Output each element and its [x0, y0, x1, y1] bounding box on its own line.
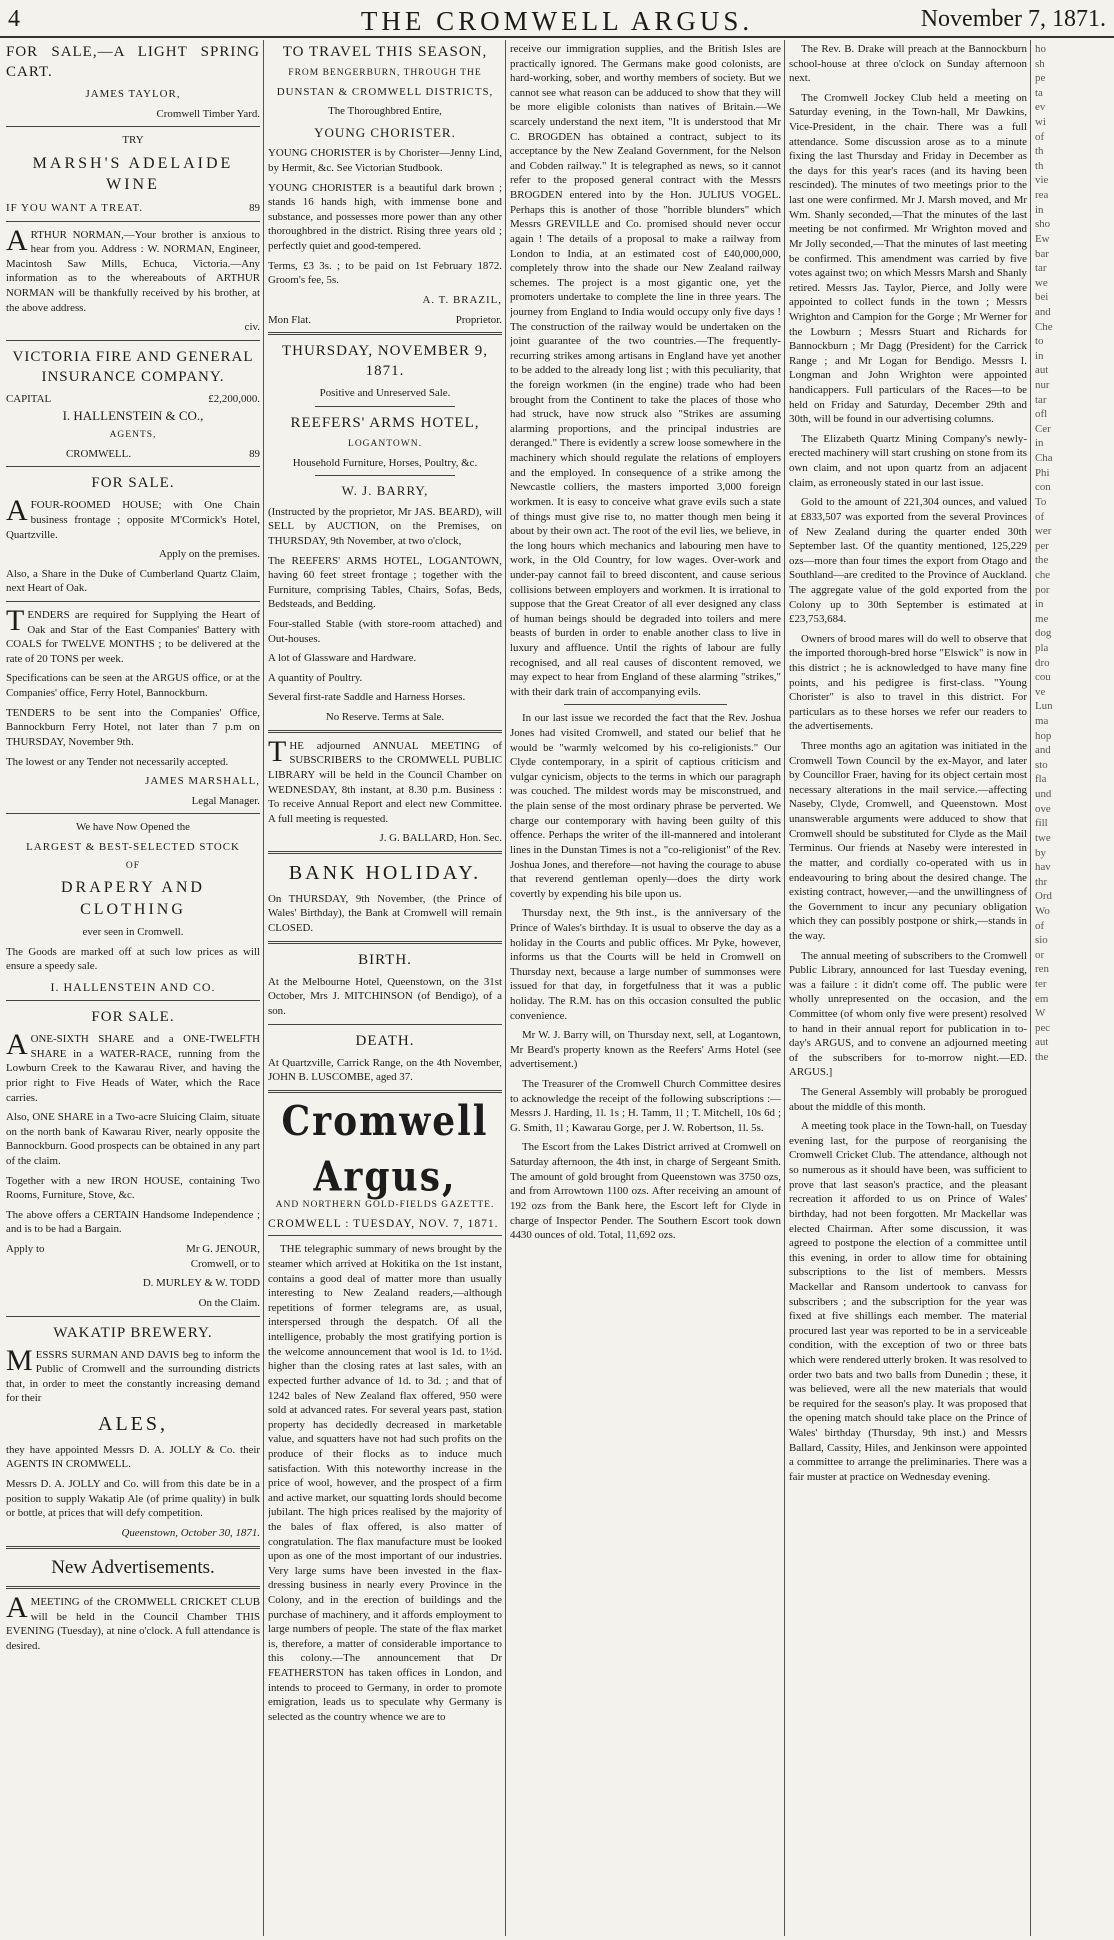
fragment-line: ta: [1035, 86, 1043, 99]
ad-title: VICTORIA FIRE AND GENERAL INSURANCE COMPANY.: [12, 348, 254, 385]
ad-heading: FOR SALE.: [91, 475, 175, 492]
newspaper-title: THE CROMWELL ARGUS.: [360, 6, 754, 36]
ad-text: Several first-rate Saddle and Harness Horses.: [268, 691, 466, 704]
fragment-line: in: [1035, 437, 1044, 450]
ad-text: they have appointed Messrs D. A. JOLLY & Co. their AGENTS IN CROMWELL.: [6, 1443, 260, 1471]
fragment-line: Lun: [1035, 700, 1053, 713]
fragment-line: ho: [1035, 43, 1046, 55]
ad-spring-cart: [6, 42, 260, 121]
local-paragraph: Thursday next, the 9th inst., is the anniversary of the Prince of Wales's birthday. It is usual to observe the day as a holiday in the Courts and public offices. Mr Pyke, however, informs us that the Courts will be held in Cromwell on Thursday next, because a large number of summonses were issued for that day, in forgetfulness that it was a public holiday. The R.M. has on this occasion consulted the public convenience.: [510, 907, 781, 1022]
local-paragraph: The Elizabeth Quartz Mining Company's newly-erected machinery will start crushing on stone from its own claim, and not upon quartz from an adjacent claim, as erroneously stated in our last issue.: [789, 432, 1027, 489]
ad-text: Messrs D. A. JOLLY and Co. will from this date be in a position to supply Wakatip Ale (of prime quality) in bulk or bottle, at prices that will defy competition.: [6, 1478, 260, 1520]
ad-apply-label: Apply to: [6, 1243, 45, 1256]
fragment-line: twe: [1035, 831, 1051, 844]
local-paragraph: The annual meeting of subscribers to the Cromwell Public Library, announced for last Tuesday evening, was a failure : it didn't come off. The public were wholly unrepresented on the occasion, and the Committee (of whom only five were present) resolved to hand in their annual report for publication in to-day's ARGUS, and to convene an adjourned meeting of the subscribers for to-morrow night.—ED. ARGUS.]: [789, 949, 1027, 1079]
fragment-line: em: [1035, 992, 1049, 1005]
fragment-line: bar: [1035, 247, 1049, 260]
ad-text: Specifications can be seen at the ARGUS office, or at the Companies' office, Ferry Hotel, Bannockburn.: [6, 672, 260, 700]
ad-heading: FOR SALE.: [91, 1009, 175, 1026]
ad-place: LOGANTOWN.: [348, 439, 422, 450]
ad-text: A lot of Glassware and Hardware.: [268, 652, 417, 665]
ad-signer: J. G. BALLARD, Hon. Sec.: [379, 832, 502, 845]
ad-place: CROMWELL.: [66, 447, 132, 460]
local-paragraph: A meeting took place in the Town-hall, on Tuesday evening last, for the purpose of reorganising the Cromwell Cricket Club. The attendance, although not so numerous as it should have been, was sufficient to prove that last season's practice, and the pleasant recreation it afforded to us on Prince of Wales' birthday, had not been forgotten. Mr Mackellar was elected Chairman. After some discussion, it was agreed to postpone the election of a committee until this evening, in order to allow time for obtaining subscriptions to the list of members. Messrs Mackellar and Ransom undertook to canvass for subscribers ; and the subscription for the year was fixed at five shillings each member. The material procured last year was reported to be in a serviceable condition, with the exception of two or three bats which were rendered utterly broken. It was resolved to order two bats and two balls from Dunedin ; these, it was believed, were all the new materials that would be required for the season's play. It was proposed that the opening match should take place on the Prince of Wales' birthday (Thursday, 9th inst.) and Messrs Ballard, Cassity, Hiles, and Jenkinson were appointed a committee to arrange the preliminaries. There was a fair muster at practice on Wednesday evening.: [789, 1120, 1027, 1483]
ad-text: YOUNG CHORISTER is a beautiful dark brown ; stands 16 hands high, with immense bone and substance, and possesses more power than any other thoroughbred in the district. Rising three years old ; perfectly quiet and good-tempered.: [268, 181, 502, 253]
ad-signer: A. T. BRAZIL,: [422, 293, 502, 306]
ad-text: The REEFERS' ARMS HOTEL, LOGANTOWN, having 60 feet street frontage ; together with the Furniture, comprising Tables, Chairs, Sofas, Beds, Bedsteads, and Bedding.: [268, 554, 502, 611]
ad-text: On THURSDAY, 9th November, (the Prince of Wales' Birthday), the Bank at Cromwell will remain CLOSED.: [268, 892, 502, 934]
fragment-line: wi: [1035, 116, 1046, 129]
new-advertisements-heading: New Advertisements.: [51, 1556, 215, 1578]
fragment-line: ve: [1035, 685, 1046, 698]
ad-wine-title: MARSH'S ADELAIDE WINE: [32, 155, 234, 194]
ad-text: The lowest or any Tender not necessarily accepted.: [6, 755, 229, 768]
editorial-article: [268, 1242, 502, 1724]
masthead: [0, 0, 1114, 38]
column-rule: [1030, 40, 1031, 1936]
fragment-line: rea: [1035, 189, 1049, 202]
ad-text: AFOUR-ROOMED HOUSE; with One Chain business frontage ; opposite M'Cormick's Hotel, Quartzville.: [6, 494, 260, 541]
ad-signer: I. HALLENSTEIN AND CO.: [50, 980, 216, 994]
ad-headline: FOR SALE,—A LIGHT SPRING CART.: [6, 44, 260, 81]
fragment-line: ofl: [1035, 408, 1048, 421]
ad-wakatip-brewery: [6, 1323, 260, 1541]
local-paragraph: The Rev. B. Drake will preach at the Bannockburn school-house at three o'clock on Sunday afternoon next.: [789, 43, 1027, 85]
local-paragraph: The Treasurer of the Cromwell Church Committee desires to acknowledge the receipt of the following subscriptions :—Messrs J. Harding, 1l. 1s ; H. Tamm, 1l ; T. Mitchell, 10s 6d ; G. Smith, 1l ; Kawarau Gorge, per J. W. Robertson, 1l. 5s.: [510, 1078, 781, 1134]
ad-victoria-insurance: [6, 347, 260, 462]
fragment-line: Wo: [1035, 904, 1050, 917]
ad-sub: Positive and Unreserved Sale.: [319, 387, 451, 400]
fragment-line: pla: [1035, 641, 1049, 654]
fragment-line: the: [1035, 554, 1049, 567]
fragment-line: cou: [1035, 671, 1051, 684]
fragment-line: Cha: [1035, 452, 1053, 465]
fragment-line: ter: [1035, 978, 1047, 990]
ad-wine-subtitle: IF YOU WANT A TREAT.: [6, 201, 144, 214]
local-paragraph: Three months ago an agitation was initiated in the Cromwell Town Council by the ex-Mayor, and later by Councillor Fraer, having for its object certain most necessary alterations in the mail service.—affecting Naseby, Clyde, Cromwell, and Queenstown. Most unanswerable arguments were adduced to show that Cromwell should be substituted for Clyde as the Mail Terminus. Our friends at Naseby were interested in the matter, and cordially co-operated with us in endeavouring to bring about the desired change. The existing contract, however,—and the unwillingness of the Government to incur any pecuniary obligation which they can possibly postpone or shirk,—stands in the way.: [789, 740, 1027, 942]
notice-heading: DEATH.: [355, 1032, 415, 1049]
ad-title: THURSDAY, NOVEMBER 9, 1871.: [281, 343, 489, 380]
column-rule: [784, 40, 785, 1936]
ad-text: THE adjourned ANNUAL MEETING of SUBSCRIBERS to the CROMWELL PUBLIC LIBRARY will be held in the Council Chamber on WEDNESDAY, 8th instant, at 8.30 p.m. Business : To receive Annual Report and elect new Committee. A full meeting is requested.: [268, 734, 502, 825]
ad-agents-label: AGENTS,: [109, 429, 157, 440]
fragment-line: por: [1035, 583, 1050, 596]
ad-ref: 89: [249, 201, 260, 214]
ad-text: A quantity of Poultry.: [268, 671, 363, 684]
fragment-line: per: [1035, 539, 1049, 552]
notice-text: At the Melbourne Hotel, Queenstown, on the 31st October, Mrs J. MITCHINSON (of Bendigo), of a son.: [268, 975, 502, 1017]
ad-apply-place: Cromwell, or to: [190, 1257, 260, 1270]
fragment-line: aut: [1035, 1036, 1049, 1049]
local-paragraph: Gold to the amount of 221,304 ounces, and valued at £833,507 was exported from the several Provinces of New Zealand during the quarter ended 30th September last. Of the quantity mentioned, 125,229 ozs—more than four times the export from Otago and Southland—are credited to the Province of Auckland. The aggregate value of the gold exported from the Colony up to 30th September is estimated at £23,753,684.: [789, 496, 1027, 626]
local-paragraph: Owners of brood mares will do well to observe that the imported thorough-bred horse "Elswick" is now in this district ; he is acknowledged to have many fine points, and his pedigree is first-class. "Young Chorister" is also to travel in this district. For particulars as to these horses we refer our readers to the advertisements.: [789, 632, 1027, 733]
fragment-line: hop: [1035, 729, 1052, 742]
page-number: 4: [8, 6, 20, 32]
fragment-line: pe: [1035, 72, 1046, 85]
ad-seller: JAMES TAYLOR,: [85, 88, 181, 101]
fragment-line: Cer: [1035, 422, 1051, 435]
fragment-line: in: [1035, 598, 1044, 611]
fragment-line: or: [1035, 948, 1045, 961]
fragment-line: of: [1035, 919, 1045, 932]
fragment-line: sio: [1035, 934, 1048, 947]
fragment-line: fill: [1035, 817, 1048, 830]
column-3: [510, 42, 781, 1934]
ad-apply: Apply on the premises.: [158, 548, 260, 561]
fragment-line: and: [1035, 305, 1051, 318]
local-paragraph: Mr W. J. Barry will, on Thursday next, sell, at Logantown, Mr Beard's property known as the Reefers' Arms Hotel (see advertisement.): [510, 1029, 781, 1071]
fragment-line: sh: [1035, 57, 1045, 70]
column-rule: [263, 40, 264, 1936]
ad-apply-name: Mr G. JENOUR,: [186, 1243, 260, 1256]
fragment-line: To: [1035, 495, 1047, 508]
ad-ref: 89: [249, 447, 260, 460]
ad-title: REEFERS' ARMS HOTEL,: [290, 414, 480, 431]
column-rule: [505, 40, 506, 1936]
fragment-line: sto: [1035, 758, 1048, 771]
ad-text: ever seen in Cromwell.: [82, 926, 184, 939]
fragment-line: vie: [1035, 174, 1049, 187]
ad-dateline: Queenstown, October 30, 1871.: [121, 1526, 260, 1539]
ad-place: Mon Flat.: [268, 313, 311, 326]
fragment-line: and: [1035, 744, 1051, 757]
column-4: [789, 42, 1027, 1934]
fragment-line: pec: [1035, 1021, 1051, 1034]
fragment-line: ren: [1035, 963, 1049, 976]
fragment-line: sho: [1035, 218, 1051, 231]
column-1: [6, 42, 260, 1934]
ad-text: AONE-SIXTH SHARE and a ONE-TWELFTH SHARE in a WATER-RACE, running from the Lowburn Creek to the Kawarau River, and having the prior right to Five Heads of Water, which the Race carries.: [6, 1028, 260, 1104]
ad-title: TO TRAVEL THIS SEASON,: [282, 44, 488, 60]
fragment-line: th: [1035, 159, 1044, 172]
ad-arthur-norman: [6, 223, 260, 335]
fragment-line: me: [1035, 612, 1049, 625]
article-paragraph: receive our immigration supplies, and the British Isles are practically ignored. The Germans make good colonists, are hard-working, sober, and worthy members of society. But we cannot see what reason can be adduced to show that they will be more eligible colonists than natives of Britain.—We scarcely understand the next item, "It is understood that Mr C. BROGDEN has obtained a contract, subject to its acceptance by the New Zealand Government, for the Nelson and Cobden railway." It is telegraphed as news, so it cannot refer to the proposed general contract with the Messrs BROGDEN entered into by the Hon. JULIUS VOGEL. Perhaps this is another of those "horrible blunders" which Messrs GREVILLE and Co. promised should never occur again ! The details of a proposal to make a railway from London to India, at an estimated cost of £40,000,000, completely throw into the shade our New Zealand railway schemes. The project is a most gigantic one, yet the promoters undertake to complete the line in three years. The journey from England to India would occupy only five days ! The construction of the railway would be undertaken on the joint guarantee of the two countries.—The frequently-recurring strikes among artisans in England have yet another to be added to the already long list ; with this peculiarity, that the foreign workmen (in the engine) trade who had been brought from the Continent to take the places of those who had struck, have now struck also "Strikes are assuming alarming proportions, and the principal industries are deranged." There is evidently a screw loose somewhere in the machinery which should regulate the relations of employers and the employed. In consequence of a strike among the Newcastle colliers, the masters imported 3,000 foreign workmen. It is easy to conceive what grave evils such a state of things must give rise to, no matter though men being it about by their own act. The root of the evil lies, we believe, in the long hours which mechanics and labouring men have to work, in the Old Country, for low wages. Over-work and under-pay cannot fail to breed discontent, and cause serious collisions between employers and workmen. It is irrational to suppose that the Great Creator of all ever designed any class of human beings should be degraded into toilers and mere beasts of burden in order to enable another class to live in luxury and affluence. Until the rights of labour are fully recognised, and all real causes of discontent removed, we may expect to hear from England of these alarming "strikes," with their dark train of accompanying evils.: [510, 43, 781, 698]
notice-text: At Quartzville, Carrick Range, on the 4th November, JOHN B. LUSCOMBE, aged 37.: [268, 1056, 502, 1084]
local-paragraph: In our last issue we recorded the fact that the Rev. Joshua Jones had visited Cromwell, and stated our belief that he would be "warmly welcomed by his co-religionists." Our Clyde contemporary, in a spirit of captious criticism and vulgar cynicism, objects to the terms in which our paragraph was couched. The mildest words may be misconstrued, and the plain sense of the most ordinary phrase be perverted. We charge our contemporary with having been guilty of this offence. Perhaps the writer of the ill-mannered and intolerant lines in the Dunstan Times is not a "co-religionist" of the Rev. Joshua Jones, and therefore—not having the courage to abuse that reverend gentleman openly—does the dirty work covertly by expending his bile upon us.: [510, 712, 781, 900]
ad-water-race: [6, 1007, 260, 1310]
ad-text: (Instructed by the proprietor, Mr JAS. BEARD), will SELL by AUCTION, on the Premises, on THURSDAY, 9th November, at two o'clock,: [268, 505, 502, 547]
notice-heading: BIRTH.: [358, 951, 412, 968]
ad-text: OF: [125, 860, 141, 871]
ad-text: Also, ONE SHARE in a Two-acre Sluicing Claim, situate on the north bank of Kawarau River, nearly opposite the Bannockburn. Good prospects can be obtained in any part of the claim.: [6, 1111, 260, 1168]
ad-text: MESSRS SURMAN AND DAVIS beg to inform the Public of Cromwell and the surrounding districts that, in order to meet the constantly increasing demand for their: [6, 1343, 260, 1405]
ad-tenders: [6, 604, 260, 808]
ad-text: The above offers a CERTAIN Handsome Independence ; and is to be had a Bargain.: [6, 1208, 260, 1236]
ad-reefers-auction: [268, 341, 502, 725]
ad-text: TENDERS are required for Supplying the Heart of Oak and Star of the East Companies' Battery with COALS for TWELVE MONTHS ; to be delivered at the rate of 20 TONS per week.: [6, 604, 260, 665]
fragment-line: Phi: [1035, 466, 1050, 479]
ad-ales: ALES,: [98, 1413, 168, 1436]
fragment-line: fla: [1035, 773, 1047, 786]
ad-house-for-sale: [6, 473, 260, 596]
fragment-line: th: [1035, 145, 1044, 158]
fragment-line: to: [1035, 335, 1044, 348]
ad-text: Together with a new IRON HOUSE, containing Two Rooms, Furniture, Stove, &c.: [6, 1174, 260, 1202]
fragment-line: by: [1035, 846, 1046, 859]
capital-value: £2,200,000.: [208, 392, 260, 405]
fragment-line: tar: [1035, 393, 1047, 406]
ad-title: DRAPERY AND CLOTHING: [61, 879, 205, 918]
ad-address: Cromwell Timber Yard.: [156, 107, 260, 120]
fragment-line: hav: [1035, 861, 1051, 874]
ad-text: TENDERS to be sent into the Companies' Office, Bannockburn Ferry Hotel, not later than 7 p.m on THURSDAY, November 9th.: [6, 706, 260, 748]
ad-sub: DUNSTAN & CROMWELL DISTRICTS,: [276, 85, 494, 98]
fragment-line: ove: [1035, 802, 1051, 815]
fragment-line: we: [1035, 276, 1048, 289]
ad-drapery: [6, 820, 260, 995]
ad-text: Four-stalled Stable (with store-room attached) and Out-houses.: [268, 618, 502, 645]
fragment-line: con: [1035, 481, 1051, 494]
fragment-line: und: [1035, 788, 1052, 801]
fragment-line: of: [1035, 130, 1045, 143]
fragment-line: the: [1035, 1051, 1049, 1064]
ad-text: The Goods are marked off at such low prices as will ensure a speedy sale.: [6, 945, 260, 973]
fragment-line: dro: [1035, 656, 1050, 669]
ad-library-meeting: [268, 734, 502, 846]
ad-also: Also, a Share in the Duke of Cumberland Quartz Claim, next Heart of Oak.: [6, 567, 260, 595]
column-5-fragment: [1035, 42, 1110, 1934]
column-2: [268, 42, 502, 1934]
capital-label: CAPITAL: [6, 392, 52, 405]
ad-sub: The Thoroughbred Entire,: [328, 105, 442, 118]
fragment-line: ma: [1035, 715, 1049, 728]
fragment-line: aut: [1035, 364, 1049, 377]
fragment-line: Ew: [1035, 232, 1050, 245]
ad-agent: I. HALLENSTEIN & CO.,: [62, 407, 204, 423]
horse-name: YOUNG CHORISTER.: [314, 125, 456, 141]
ad-text: We have Now Opened the: [75, 821, 191, 834]
fragment-line: W: [1035, 1007, 1046, 1020]
fragment-line: ev: [1035, 101, 1046, 114]
fragment-line: nur: [1035, 379, 1050, 392]
ad-cricket-meeting: AMEETING of the CROMWELL CRICKET CLUB will be held in the Council Chamber THIS EVENING (Tuesday), at nine o'clock. A full attendance is desired.: [6, 1590, 260, 1652]
fragment-line: che: [1035, 568, 1051, 581]
fragment-line: dog: [1035, 627, 1052, 640]
ad-signer: JAMES MARSHALL,: [145, 775, 260, 788]
fragment-line: in: [1035, 349, 1044, 362]
ad-ref: civ.: [244, 321, 260, 334]
fragment-line: Che: [1035, 320, 1053, 333]
fragment-line: tar: [1035, 262, 1047, 275]
paper-subtitle: AND NORTHERN GOLD-FIELDS GAZETTE.: [275, 1200, 495, 1211]
ad-text: Terms, £3 3s. ; to be paid on 1st February 1872. Groom's fee, 5s.: [268, 259, 502, 287]
ad-signer-title: Legal Manager.: [191, 794, 260, 807]
local-paragraph: The Escort from the Lakes District arrived at Cromwell on Saturday afternoon, the 4th inst, in charge of Sergeant Smith. The amount of gold brought from Queenstown was 3750 ozs, and from Arrowtown 1100 ozs. After receiving an amount of 192 ozs from the Bank here, the Escort left for Clyde in charge of Inspector Pender. The Southern Escort took down 4430 ounces of old. Total, 11,692 ozs.: [510, 1141, 781, 1242]
ad-items: Household Furniture, Horses, Poultry, &c.: [292, 456, 478, 469]
ad-text: YOUNG CHORISTER is by Chorister—Jenny Lind, by Hermit, &c. See Victorian Studbook.: [268, 147, 502, 175]
fragment-line: of: [1035, 510, 1045, 523]
ad-try: TRY: [122, 134, 144, 147]
ad-terms: No Reserve. Terms at Sale.: [325, 711, 445, 724]
fragment-line: bei: [1035, 291, 1049, 304]
local-paragraph: The Cromwell Jockey Club held a meeting on Saturday evening, in the Town-hall, Mr Dawkins, Vice-President, in the chair. There was a full attendance. Some discussion arose as to a minute fixing the last Thursday and Friday in December as the days for this year's races (and its having been rescinded). The minutes of two meetings prior to the last one were confirmed. Mr J. Marsh moved, and Mr Wm. Shanly seconded,—That the minutes of the last meeting be not confirmed. Mr Wrighton moved and Mr Jolly seconded,—That the minutes of last meeting be confirmed. This amendment was carried by five votes against two; on which Messrs Marsh and Shanly retired. Messrs Jas. Taylor, Pierce, and Jolly were appointed to collect funds in the town ; Messrs Wrighton and Campion for the Gorge ; Mr Werner for the Lowburn ; Messrs Stuart and Richards for Bannockburn ; Mr Dagg (President) for the Carrick Range ; and Mr Logan for Bendigo. Messrs I. Longman and John Wrighton were appointed handicappers. Full particulars of the Races—to be held on Friday and Saturday, December 29th and 30th, will be found in our advertising columns.: [789, 91, 1027, 426]
ad-young-chorister: [268, 42, 502, 327]
ad-heading: WAKATIP BREWERY.: [53, 1324, 213, 1341]
ad-title: BANK HOLIDAY.: [288, 861, 482, 884]
ad-sub: FROM BENGERBURN, THROUGH THE: [288, 68, 482, 79]
birth-notice: [268, 950, 502, 1019]
ad-auctioneer: W. J. BARRY,: [341, 483, 429, 499]
issue-date: November 7, 1871.: [920, 6, 1106, 32]
ad-wine: [6, 133, 260, 215]
ad-apply-name: D. MURLEY & W. TODD: [142, 1277, 260, 1290]
fragment-line: thr: [1035, 875, 1048, 888]
ad-text: ARTHUR NORMAN,—Your brother is anxious to hear from you. Address : W. NORMAN, Engineer, Macintosh Saw Mills, Echuca, Victoria.—Any information as to the whereabouts of ARTHUR NORMAN will be thankfully received by his brother, at the above address.: [6, 223, 260, 314]
fragment-line: wer: [1035, 525, 1052, 538]
ad-bank-holiday: [268, 860, 502, 936]
fragment-line: Ord: [1035, 890, 1052, 903]
death-notice: [268, 1031, 502, 1085]
local-paragraph: The General Assembly will probably be prorogued about the middle of this month.: [789, 1086, 1027, 1113]
article-paragraph: THE telegraphic summary of news brought by the steamer which arrived at Hokitika on the 1st instant, contains a good deal of matter more than usually interesting to New Zealand readers,—although repetitions of former telegrams are, as usual, interspersed through the despatch. Of all the intelligence, probably the most gratifying portion is the welcome announcement that wool is 1d. to 1½d. higher than the closing rates at last sales, with an expected further advance of 1d. to 3d. ; and that of 1242 bales of New Zealand flax offered, 950 were sold at advanced rates. For several years past, station property has decidedly decreased in marketable value, and squatters have not had such profits on the produce of their flocks as to induce much satisfaction. With this noteworthy increase in the price of wool, however, and the prospect of a firm and active market, our squatting lords should become jubilant. The high prices realised by the majority of the bales of flax offered, is also matter of congratulation. The flax manufacture must be looked upon as one of the most important of our industries. Very large sums have been invested in the flax-dressing business in nearly every Province in the Colony, and in the erection of buildings and the purchase of machinery, and it affords employment to large numbers of people. The state of the flax market is, therefore, a matter of considerable importance to this colony.—The announcement that Dr FEATHERSTON has taken offices in London, and intends to proceed to Germany, in order to promote emigration, leads us to speculate why Germany is selected as the country whence we are to: [268, 1243, 502, 1723]
ad-text: LARGEST & BEST-SELECTED STOCK: [26, 840, 240, 853]
ad-role: Proprietor.: [455, 313, 502, 326]
fragment-line: in: [1035, 203, 1044, 216]
ad-apply-place: On the Claim.: [198, 1296, 260, 1309]
editorial-dateline: CROMWELL : TUESDAY, NOV. 7, 1871.: [268, 1217, 502, 1236]
paper-nameplate: Cromwell Argus,: [281, 1097, 489, 1201]
